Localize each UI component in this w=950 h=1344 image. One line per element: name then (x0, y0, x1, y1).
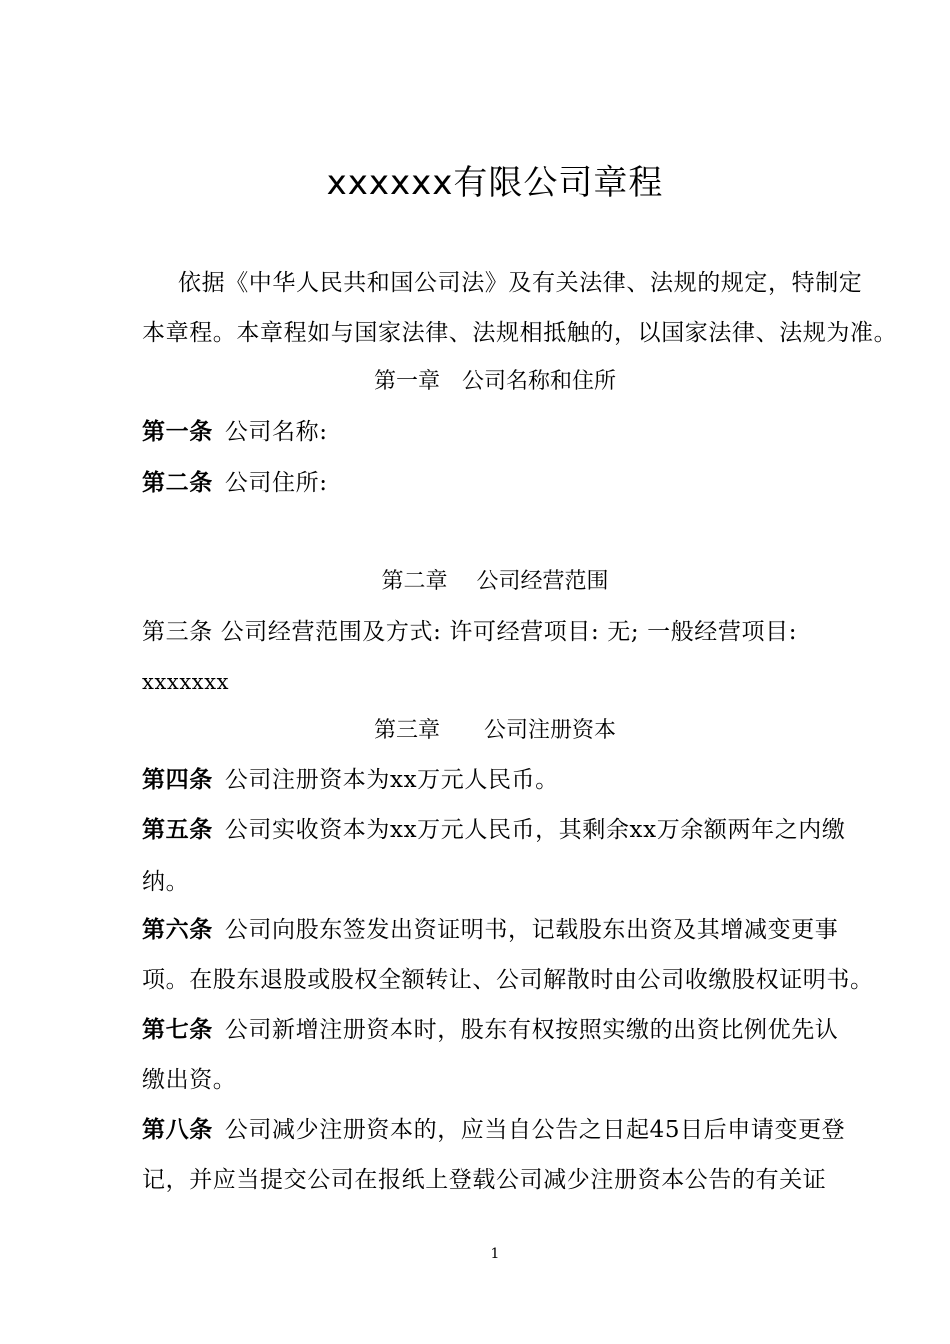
article-1-label: 第一条 (142, 418, 213, 445)
page-number: 1 (490, 1246, 500, 1262)
article-5-line-2: 纳。 (142, 869, 190, 895)
article-2 (142, 463, 328, 503)
chapter-2-heading: 第二章 公司经营范围 (381, 569, 609, 594)
preamble-paragraph (142, 258, 898, 358)
article-6-line-1 (142, 910, 838, 950)
preamble-line-1: 依据《中华人民共和国公司法》及有关法律、法规的规定，特制定 (178, 270, 863, 296)
article-8-text-1: 公司减少注册资本的，应当自公告之日起45日后申请变更登 (224, 1117, 846, 1143)
article-8-line-1 (142, 1110, 845, 1150)
document-title: xxxxxx有限公司章程 (326, 163, 664, 203)
article-5-label: 第五条 (142, 816, 213, 843)
article-3-line-2: xxxxxxx (142, 670, 230, 694)
chapter-1-heading: 第一章 公司名称和住所 (373, 369, 616, 394)
article-2-label: 第二条 (142, 469, 213, 496)
article-1-text: 公司名称: (224, 419, 328, 445)
preamble-line-2: 本章程。本章程如与国家法律、法规相抵触的，以国家法律、法规为准。 (142, 320, 898, 346)
article-7-line-1 (142, 1010, 838, 1050)
article-8-line-2: 记，并应当提交公司在报纸上登载公司减少注册资本公告的有关证 (142, 1167, 827, 1193)
article-8-label: 第八条 (142, 1116, 213, 1143)
article-6-label: 第六条 (142, 916, 213, 943)
article-7-line-2: 缴出资。 (142, 1067, 237, 1093)
article-7-label: 第七条 (142, 1016, 213, 1043)
article-7-text-1: 公司新增注册资本时，股东有权按照实缴的出资比例优先认 (224, 1017, 839, 1043)
article-5-line-1 (142, 810, 846, 850)
article-6-line-2: 项。在股东退股或股权全额转让、公司解散时由公司收缴股权证明书。 (142, 967, 874, 993)
article-1 (142, 412, 328, 452)
article-2-text: 公司住所: (224, 470, 328, 496)
article-3-line-1: 第三条 公司经营范围及方式: 许可经营项目: 无; 一般经营项目: (142, 619, 798, 645)
article-6-text-1: 公司向股东签发出资证明书，记载股东出资及其增减变更事 (224, 917, 839, 943)
chapter-3-heading: 第三章 公司注册资本 (373, 718, 616, 743)
article-5-text-1: 公司实收资本为xx万元人民币，其剩余xx万余额两年之内缴 (224, 817, 846, 843)
article-4-text: 公司注册资本为xx万元人民币。 (224, 767, 559, 793)
article-4-label: 第四条 (142, 766, 213, 793)
article-4 (142, 760, 559, 800)
